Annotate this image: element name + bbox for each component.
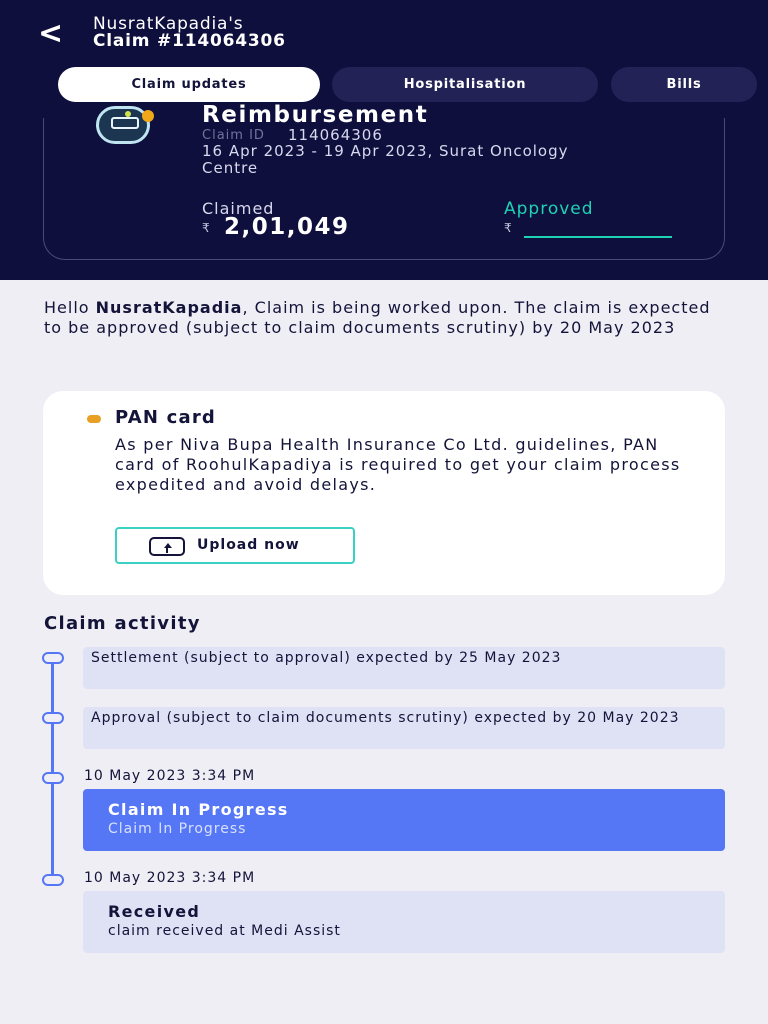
claimed-amount: 2,01,049 — [224, 214, 350, 240]
status-message-text: , Claim is being worked upon. The claim is expected to be approved (subject to claim documents scrutiny) by 20 May 2023 — [44, 298, 711, 337]
activity-subtitle: Claim In Progress — [108, 821, 247, 837]
hospital-bed-indicator — [125, 111, 131, 117]
timeline-dot — [42, 652, 64, 664]
claim-type: Reimbursement — [202, 102, 429, 128]
activity-timestamp: 10 May 2023 3:34 PM — [84, 768, 256, 784]
timeline-dot — [42, 874, 64, 886]
tab-hospitalisation[interactable]: Hospitalisation — [332, 67, 598, 102]
rupee-icon: ₹ — [504, 221, 512, 235]
activity-approval-expected: Approval (subject to claim documents scrutiny) expected by 20 May 2023 — [83, 707, 725, 749]
back-button[interactable]: < — [38, 16, 64, 51]
greeting-text: Hello — [44, 298, 96, 317]
approved-label: Approved — [504, 199, 594, 219]
pan-card-request — [43, 391, 725, 595]
timeline-dot — [42, 772, 64, 784]
claim-summary-card — [43, 102, 725, 260]
claim-dates-location: 16 Apr 2023 - 19 Apr 2023, Surat Oncology Centre — [202, 142, 569, 177]
activity-settlement-expected: Settlement (subject to approval) expected by 25 May 2023 — [83, 647, 725, 689]
hospital-bed-frame — [111, 117, 139, 129]
pan-card-description: As per Niva Bupa Health Insurance Co Ltd. guidelines, PAN card of RoohulKapadiya is required to get your claim process expedited and avoid delays. — [115, 435, 681, 494]
activity-received — [83, 891, 725, 953]
tab-claim-updates[interactable]: Claim updates — [58, 67, 320, 102]
claim-id-label: Claim ID — [202, 128, 265, 143]
claimed-label: Claimed — [202, 199, 275, 218]
claim-id-value: 114064306 — [288, 126, 383, 144]
activity-title: Claim In Progress — [108, 800, 289, 819]
activity-claim-in-progress — [83, 789, 725, 851]
pan-card-title: PAN card — [115, 407, 216, 428]
page-title-line-1: NusratKapadia's — [93, 14, 244, 34]
page-title-line-2: Claim #114064306 — [93, 31, 286, 51]
upload-now-label: Upload now — [197, 537, 300, 553]
approved-amount-placeholder — [524, 236, 672, 238]
timeline-line — [51, 660, 54, 882]
claim-status-message — [44, 298, 734, 338]
activity-subtitle: claim received at Medi Assist — [108, 923, 341, 939]
pending-dot-icon — [87, 415, 101, 423]
status-badge — [142, 110, 154, 122]
timeline-dot — [42, 712, 64, 724]
upload-now-button[interactable] — [115, 527, 355, 564]
hospital-bed-icon — [96, 106, 150, 144]
user-name: NusratKapadia — [95, 298, 243, 317]
upload-icon — [149, 537, 185, 556]
rupee-icon: ₹ — [202, 221, 210, 235]
activity-title: Received — [108, 902, 201, 921]
activity-timestamp: 10 May 2023 3:34 PM — [84, 870, 256, 886]
header — [0, 0, 768, 280]
claim-activity-title: Claim activity — [44, 613, 201, 634]
tab-bills[interactable]: Bills — [611, 67, 757, 102]
